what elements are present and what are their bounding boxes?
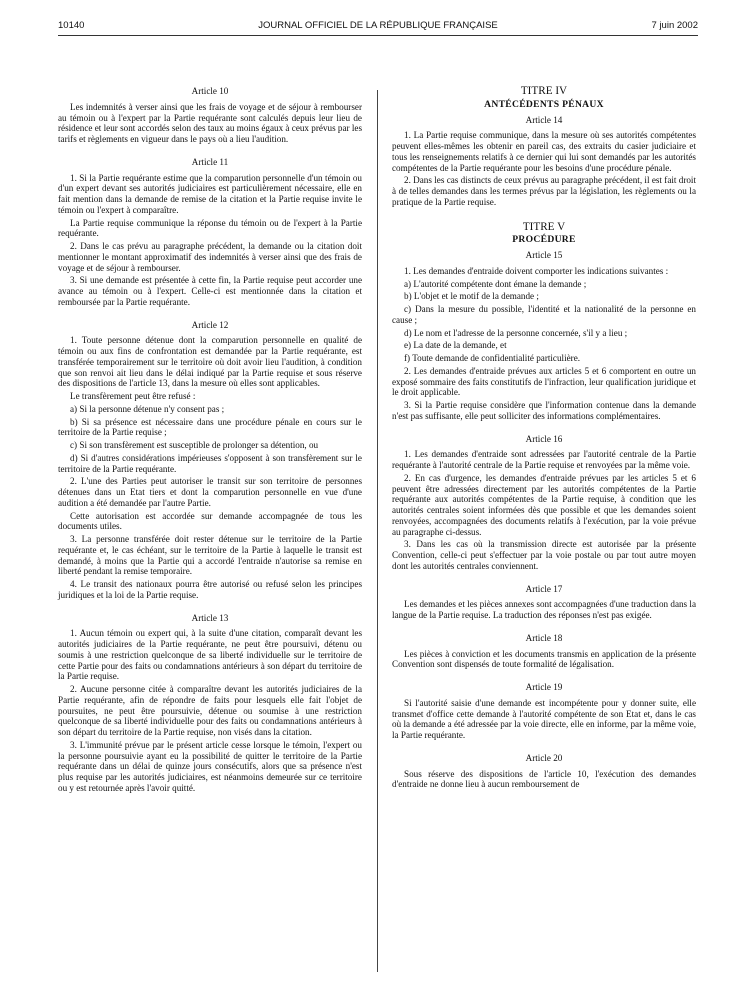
paragraph: 1. Aucun témoin ou expert qui, à la suite d'une citation, comparaît devant les autorités judiciaires de la Partie requérante, ne peut être poursuivi, détenu ou soumis à une restriction quelconque de sa liberté individuelle sur le territoire de cette Partie pour des faits ou condamnations antérieurs à son départ du territoire de la Partie requise. bbox=[58, 628, 362, 682]
page-number: 10140 bbox=[58, 20, 85, 31]
article-heading: Article 13 bbox=[191, 612, 229, 623]
list-item: b) Si sa présence est nécessaire dans une procédure pénale en cours sur le territoire de la Partie requise ; bbox=[58, 416, 362, 438]
list-item: b) L'objet et le motif de la demande ; bbox=[404, 291, 539, 302]
paragraph: Les pièces à conviction et les documents transmis en application de la présente Convention sont dispensés de toute formalité de légalisation. bbox=[392, 648, 696, 670]
article-heading: Article 18 bbox=[525, 632, 563, 643]
right-column bbox=[392, 86, 696, 792]
paragraph: 1. Les demandes d'entraide doivent comporter les indications suivantes : bbox=[404, 265, 669, 276]
list-item: a) L'autorité compétente dont émane la demande ; bbox=[404, 278, 587, 289]
paragraph: 2. Les demandes d'entraide prévues aux articles 5 et 6 comportent en outre un exposé sommaire des faits constitutifs de l'infraction, leur qualification juridique et le droit applicable. bbox=[392, 365, 696, 398]
paragraph: 4. Le transit des nationaux pourra être autorisé ou refusé selon les principes juridiques et la loi de la Partie requise. bbox=[58, 579, 362, 600]
article-heading: Article 20 bbox=[525, 752, 563, 763]
paragraph: 1. Toute personne détenue dont la comparution personnelle en qualité de témoin ou aux fins de confrontation est demandée par la Partie requérante, est transférée temporairement sur le territoire où doit avoir lieu l'audition, à condition que son renvoi ait lieu dans le délai indiqué par la Partie requise et sous réserve des dispositions de l'article 13, dans la mesure où elles sont applicables. bbox=[58, 335, 362, 389]
paragraph: 1. Les demandes d'entraide sont adressées par l'autorité centrale de la Partie requérante à l'autorité centrale de la Partie requise et renvoyées par la même voie. bbox=[392, 449, 696, 470]
list-item: c) Dans la mesure du possible, l'identité et la nationalité de la personne en cause ; bbox=[392, 304, 696, 325]
article-heading: Article 15 bbox=[525, 250, 563, 260]
paragraph: Les indemnités à verser ainsi que les frais de voyage et de séjour à rembourser au témoin ou à l'expert par la Partie requérante sont calculés depuis leur lieu de résidence et leur sont accordés selon des taux au moins égaux à ceux prévus par les tarifs et règlements en vigueur dans le pays où a lieu l'audition. bbox=[58, 101, 362, 144]
paragraph: La Partie requise communique la réponse du témoin ou de l'expert à la Partie requérante. bbox=[58, 217, 362, 239]
titre-heading: TITRE V bbox=[522, 220, 566, 233]
titre-heading: TITRE IV bbox=[520, 85, 568, 97]
page-header bbox=[58, 20, 698, 34]
paragraph: 3. La personne transférée doit rester détenue sur le territoire de la Partie requérante et, le cas échéant, sur le territoire de la Partie à laquelle le transit est demandé, à moins que la Partie qui a accordé l'entraide n'autorise sa remise en liberté pendant la remise temporaire. bbox=[58, 534, 362, 577]
article-heading: Article 17 bbox=[525, 583, 563, 594]
paragraph: Sous réserve des dispositions de l'article 10, l'exécution des demandes d'entraide ne donne lieu à aucun remboursement de bbox=[392, 768, 696, 790]
paragraph: Cette autorisation est accordée sur demande accompagnée de tous les documents utiles. bbox=[58, 510, 362, 532]
titre-subtitle: PROCÉDURE bbox=[512, 234, 576, 246]
titre-subtitle: ANTÉCÉDENTS PÉNAUX bbox=[484, 98, 604, 110]
publication-date: 7 juin 2002 bbox=[651, 20, 698, 31]
paragraph: Les demandes et les pièces annexes sont accompagnées d'une traduction dans la langue de la Partie requise. La traduction des réponses n'est pas exigée. bbox=[392, 599, 696, 620]
article-heading: Article 14 bbox=[525, 114, 563, 125]
list-item: f) Toute demande de confidentialité particulière. bbox=[404, 353, 581, 363]
paragraph: Si l'autorité saisie d'une demande est incompétente pour y donner suite, elle transmet d'office cette demande à l'autorité compétente de son Etat et, dans le cas où la demande a été adressée par la voie directe, elle en informe, par la même voie, la Partie requérante. bbox=[392, 697, 696, 740]
article-heading: Article 12 bbox=[191, 319, 229, 330]
paragraph: 3. Dans les cas où la transmission directe est autorisée par la présente Convention, celle-ci peut s'effectuer par la voie postale ou par tout autre moyen dont les autorités centrales conviennent. bbox=[392, 539, 696, 571]
paragraph: Le transfèrement peut être refusé : bbox=[70, 391, 196, 401]
paragraph: 1. La Partie requise communique, dans la mesure où ses autorités compétentes peuvent elles-mêmes les obtenir en pareil cas, des extraits du casier judiciaire et tous les renseignements relatifs à ce dernier qui lui sont demandés par les autorités compétentes de la Partie requérante pour les besoins d'une procédure pénale. bbox=[392, 130, 696, 173]
list-item: c) Si son transfèrement est susceptible de prolonger sa détention, ou bbox=[70, 440, 319, 450]
article-heading: Article 11 bbox=[191, 156, 229, 167]
paragraph: 2. En cas d'urgence, les demandes d'entraide prévues par les articles 5 et 6 peuvent être adressées directement par les autorités compétentes de la Partie requérante aux autorités compétentes de la Partie requise, à condition que les autorités centrales soient informées dès que possible et que les demandes soient renvoyées, accompagnées des documents relatifs à l'exécution, par la voie prévue au paragraphe ci-dessus. bbox=[392, 472, 696, 537]
journal-title: JOURNAL OFFICIEL DE LA RÉPUBLIQUE FRANÇAISE bbox=[258, 20, 498, 31]
article-heading: Article 16 bbox=[525, 433, 563, 444]
column-divider bbox=[377, 90, 378, 972]
list-item: d) Si d'autres considérations impérieuses s'opposent à son transfèrement sur le territoire de la Partie requérante. bbox=[58, 452, 362, 474]
paragraph: 3. Si une demande est présentée à cette fin, la Partie requise peut accorder une avance au témoin ou à l'expert. Celle-ci est mentionnée dans la citation et remboursée par la Partie requérante. bbox=[58, 275, 362, 307]
list-item: d) Le nom et l'adresse de la personne concernée, s'il y a lieu ; bbox=[404, 327, 628, 338]
paragraph: 2. Dans le cas prévu au paragraphe précédent, la demande ou la citation doit mentionner le montant approximatif des indemnités à verser ainsi que des frais de voyage et de séjour à rembourser. bbox=[58, 241, 362, 273]
list-item: a) Si la personne détenue n'y consent pas ; bbox=[70, 403, 225, 414]
paragraph: 2. Aucune personne citée à comparaître devant les autorités judiciaires de la Partie requérante, afin de répondre de faits pour lesquels elle fait l'objet de poursuites, ne peut être poursuivie, détenue ou soumise à une restriction quelconque de sa liberté individuelle pour des faits ou condamnations antérieurs à son départ du territoire de la Partie requise, non visés dans la citation. bbox=[58, 684, 362, 737]
left-column bbox=[58, 86, 362, 796]
paragraph: 3. Si la Partie requise considère que l'information contenue dans la demande n'est pas suffisante, elle peut solliciter des informations complémentaires. bbox=[392, 400, 696, 421]
paragraph: 3. L'immunité prévue par le présent article cesse lorsque le témoin, l'expert ou la personne poursuivie ayant eu la possibilité de quitter le territoire de la Partie requérante dans un délai de quinze jours consécutifs, alors que sa présence n'est plus requise par les autorités judiciaires, est néanmoins demeurée sur ce territoire ou y est retournée après l'avoir quitté. bbox=[58, 739, 362, 793]
article-heading: Article 19 bbox=[525, 682, 563, 692]
header-rule bbox=[58, 35, 698, 36]
article-heading: Article 10 bbox=[191, 86, 229, 96]
paragraph: 2. Dans les cas distincts de ceux prévus au paragraphe précédent, il est fait droit à de telles demandes dans les termes prévus par la législation, les règlements ou la pratique de la Partie requise. bbox=[392, 175, 696, 207]
paragraph: 2. L'une des Parties peut autoriser le transit sur son territoire de personnes détenues dans un Etat tiers et dont la comparution personnelle en vue d'une audition a été demandée par l'autre Partie. bbox=[58, 476, 362, 508]
paragraph: 1. Si la Partie requérante estime que la comparution personnelle d'un témoin ou d'un expert devant ses autorités judiciaires est particulièrement nécessaire, elle en fait mention dans la demande de remise de la citation et la Partie requise invite le témoin ou l'expert à comparaître. bbox=[58, 172, 362, 215]
list-item: e) La date de la demande, et bbox=[404, 340, 507, 351]
